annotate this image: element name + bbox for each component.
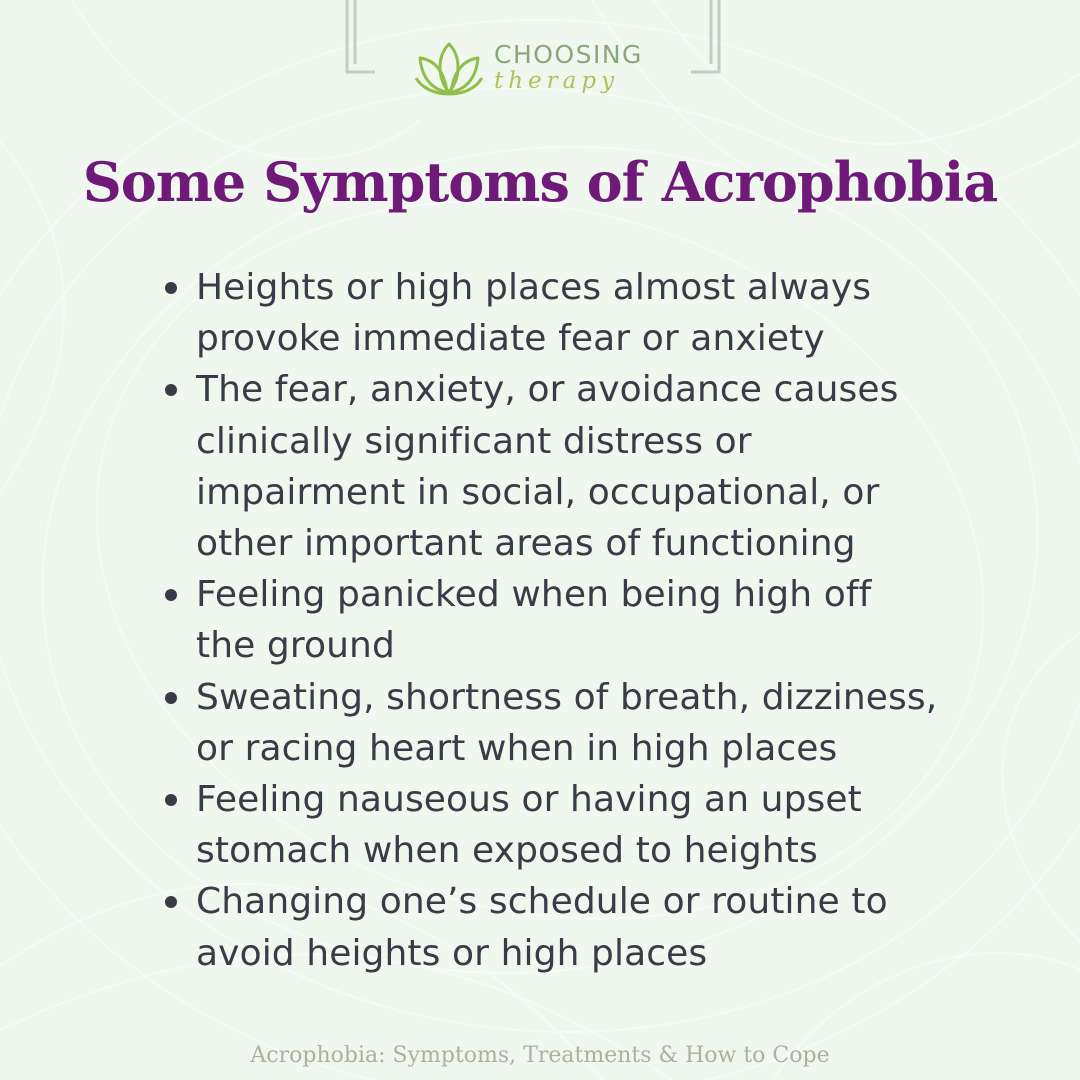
list-item [196,569,976,671]
list-item [196,262,976,364]
list-item [196,774,976,876]
logo-script: therapy [494,68,620,94]
bullet-dot-icon [165,282,177,294]
lotus-icon [414,38,484,96]
list-item-text-line: The fear, anxiety, or avoidance causes [196,369,899,411]
footer-caption: Acrophobia: Symptoms, Treatments & How to Cope [250,1043,830,1068]
list-item [196,672,976,774]
list-item-text-line: Sweating, shortness of breath, dizziness, [196,676,938,718]
list-item-text-line: stomach when exposed to heights [196,830,818,872]
symptom-list [196,262,976,979]
list-item-text-line: Feeling nauseous or having an upset [196,779,862,821]
list-item-text-line: clinically significant distress or [196,420,752,462]
list-item-text-line: Heights or high places almost always [196,267,872,308]
list-item-text-line: the ground [196,625,395,667]
list-item-text-line: Changing one’s schedule or routine to [196,881,888,923]
page-title: Some Symptoms of Acrophobia [82,150,998,214]
list-item-text-line: other important areas of functioning [196,523,856,565]
list-item-text-line: provoke immediate fear or anxiety [196,318,825,360]
list-item-text-line: impairment in social, occupational, or [196,471,880,513]
bullet-dot-icon [165,794,177,806]
list-item [196,876,976,978]
list-item [196,364,976,569]
list-item-text-line: or racing heart when in high places [196,727,838,769]
brand-logo [414,38,674,102]
list-item-text-line: avoid heights or high places [196,932,708,974]
logo-wordmark: CHOOSING [494,40,643,69]
bullet-dot-icon [165,692,177,704]
list-item-text-line: Feeling panicked when being high off [196,574,872,616]
